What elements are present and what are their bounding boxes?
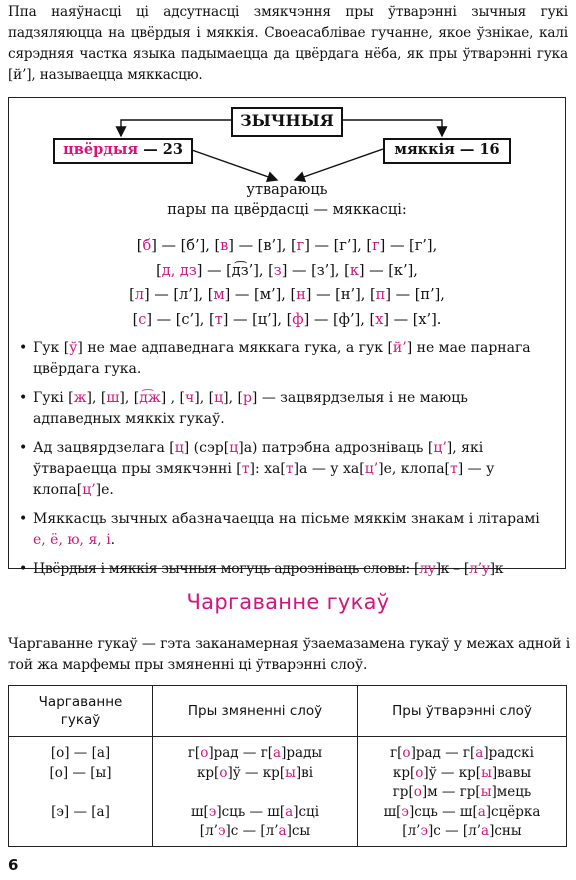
table-text: ]рад — г[ xyxy=(410,745,476,761)
table-sound: э xyxy=(208,803,217,820)
table-line xyxy=(360,783,564,803)
table-text: [л’ xyxy=(402,823,421,840)
table-sound: а xyxy=(477,803,486,820)
pair-bracket: [ xyxy=(156,262,162,279)
note-text: ]к xyxy=(489,561,504,577)
table-line xyxy=(360,803,564,823)
note-text: ]а) патрэбна адрозніваць [ xyxy=(238,440,434,456)
note-sound: р xyxy=(242,390,252,406)
table-line xyxy=(155,764,355,784)
note-item xyxy=(19,559,555,580)
table-sound: а xyxy=(273,745,282,761)
note-sound: ц xyxy=(174,440,184,456)
table-text: ]мець xyxy=(491,784,532,801)
note-sound: ц xyxy=(214,390,224,406)
note-text: ] не мае адпаведнага мяккага гука, а гук [ xyxy=(77,340,393,356)
note-text: ]е, клопа[ xyxy=(378,461,451,477)
table-line xyxy=(11,744,150,764)
table-sound: а xyxy=(278,823,287,840)
pair-bracket: [ xyxy=(268,262,274,279)
pair-soft-sound: ] — [ц’], xyxy=(222,311,287,328)
table-text: г[ xyxy=(187,745,201,761)
soft-consonants-label xyxy=(383,138,511,164)
pair-bracket: [ xyxy=(369,311,376,328)
note-sound: т xyxy=(450,461,458,477)
table-text: ]рад — г[ xyxy=(208,745,274,761)
pair-soft-sound: ] — [ф’], xyxy=(303,311,370,328)
pair-soft-sound: ] — [б’], xyxy=(151,238,215,254)
notes-list xyxy=(19,338,555,588)
pair-hard-sound: л xyxy=(134,287,144,303)
note-text: Мяккасць зычных абазначаецца на пісьме мяккім знакам і літарамі xyxy=(33,511,540,527)
note-sound: ч xyxy=(185,390,195,406)
table-text: кр[ xyxy=(196,764,220,781)
pair-hard-sound: х xyxy=(375,311,384,328)
note-sound: т xyxy=(241,461,250,477)
pair-bracket: [ xyxy=(129,287,135,303)
pair-hard-sound: ф xyxy=(292,311,304,328)
note-sound: д͡ж xyxy=(139,390,161,406)
table-text: ]с — [л’ xyxy=(428,823,482,840)
consonant-pairs xyxy=(9,234,565,332)
pair-hard-sound: з xyxy=(273,262,282,279)
table-text: [о] — [ы] xyxy=(49,764,112,781)
table-text: [э] — [а] xyxy=(51,803,110,820)
pairs-caption-line1: утвараюць xyxy=(246,182,328,198)
pair-soft-sound: ] — [к’], xyxy=(358,262,418,279)
arrow-soft-to-pairs xyxy=(295,149,383,180)
note-text: ], [ xyxy=(119,390,140,406)
pair-bracket: [ xyxy=(132,311,139,328)
table-text: ]ў — кр[ xyxy=(227,764,286,781)
intro-capital: П xyxy=(8,4,20,20)
table-text: ]вавы xyxy=(491,764,532,781)
table-text: ]рады xyxy=(281,745,323,761)
table-text: ]сць — ш[ xyxy=(216,803,286,820)
note-sound: й’ xyxy=(392,340,407,356)
pair-row xyxy=(9,234,565,259)
pair-hard-sound: к xyxy=(349,262,359,279)
col-derivation xyxy=(358,737,567,847)
header-alternation-line: Чаргаванне xyxy=(38,694,123,710)
pair-bracket: [ xyxy=(136,238,143,254)
note-text: Ад зацвярдзелага [ xyxy=(33,440,175,456)
col-inflection xyxy=(153,737,358,847)
arrow-to-soft xyxy=(339,120,442,136)
table-text: ш[ xyxy=(190,803,209,820)
intro-text: па наяўнасці ці адсутнасці змякчэння пры ўтварэнні зычныя гукі падзяляюцца на цвёрдыя і мяккія. Своеасаблівае гучанне, якое ўзнікае, калі сярэдняя частка языка падымаецца да цвёрдага нёба, як пры ўтварэнні гука [й’], называецца мяккасцю. xyxy=(8,4,568,83)
table-sound: ы xyxy=(285,764,296,781)
table-line xyxy=(360,822,564,842)
pair-bracket: [ xyxy=(344,262,350,279)
note-text: ]е. xyxy=(95,482,114,498)
pair-soft-sound: ] — [г’], xyxy=(304,238,367,254)
table-text: ]радскі xyxy=(483,745,534,761)
table-sound: э xyxy=(217,823,226,840)
pair-row xyxy=(9,259,565,284)
pair-bracket: [ xyxy=(366,238,373,254)
note-item xyxy=(19,509,555,551)
pair-soft-sound: ] — [д͡з’], xyxy=(196,262,269,279)
hard-consonants-label xyxy=(53,138,193,164)
note-text: ], [ xyxy=(223,390,243,406)
note-sound: ж xyxy=(73,390,87,406)
table-text: [о] — [а] xyxy=(50,745,111,761)
pair-hard-sound: с xyxy=(138,311,147,328)
pair-soft-sound: ] — [л’], xyxy=(143,287,208,303)
pair-bracket: [ xyxy=(369,287,376,303)
table-sound: о xyxy=(415,764,424,781)
note-sound: ц’ xyxy=(82,482,96,498)
section-title: Чаргаванне гукаў xyxy=(186,590,390,614)
pair-soft-sound: ] — [м’], xyxy=(224,287,291,303)
table-line xyxy=(360,744,564,764)
table-line xyxy=(155,822,355,842)
table-sound: о xyxy=(402,745,411,761)
note-text: ], [ xyxy=(194,390,215,406)
pair-hard-sound: м xyxy=(213,287,225,303)
table-text: [л’ xyxy=(199,823,218,840)
hard-count: 23 xyxy=(162,141,183,158)
pair-hard-sound: н xyxy=(296,287,306,303)
pair-bracket: [ xyxy=(214,238,221,254)
pair-bracket: [ xyxy=(207,287,214,303)
arrow-to-hard xyxy=(121,120,231,136)
pair-hard-sound: т xyxy=(214,311,223,328)
soft-label: мяккія xyxy=(394,141,455,158)
pair-soft-sound: ] — [с’], xyxy=(146,311,210,328)
table-text: ]сны xyxy=(489,823,522,840)
table-line xyxy=(155,744,355,764)
soft-dash: — xyxy=(454,141,480,158)
note-sound: ў xyxy=(69,340,78,356)
note-sound: л’у xyxy=(469,561,490,577)
pair-soft-sound: ] — [в’], xyxy=(228,238,291,254)
header-derivation: Пры ўтварэнні слоў xyxy=(358,686,567,737)
table-line xyxy=(360,764,564,784)
table-text: ]с — [л’ xyxy=(225,823,279,840)
note-item xyxy=(19,388,555,430)
pair-soft-sound: ] — [г’], xyxy=(379,238,438,254)
header-alternation-line: гукаў xyxy=(60,712,101,728)
table-text: ]сцёрка xyxy=(485,803,541,820)
pair-hard-sound: в xyxy=(220,238,229,254)
pairs-caption xyxy=(9,180,565,220)
note-sound: ш xyxy=(106,390,120,406)
pair-soft-sound: ] — [н’], xyxy=(305,287,370,303)
note-text: ] — зацвярдзелыя і не маюць адпаведных мяккіх гукаў. xyxy=(33,390,468,427)
table-text: гр[ xyxy=(392,784,414,801)
table-sound: а xyxy=(475,745,484,761)
table-sound: о xyxy=(413,784,422,801)
pair-bracket: [ xyxy=(209,311,215,328)
note-sound: лу xyxy=(419,561,436,577)
table-line xyxy=(11,764,150,784)
table-text: ]сць — ш[ xyxy=(408,803,478,820)
table-sound: ы xyxy=(481,764,492,781)
pair-bracket: [ xyxy=(290,238,297,254)
note-sound: т xyxy=(285,461,294,477)
hard-label: цвёрдыя xyxy=(63,141,139,158)
consonants-box xyxy=(8,97,566,577)
col-alternation xyxy=(9,737,153,847)
header-alternation xyxy=(9,686,153,737)
note-sound: ц’ xyxy=(433,440,447,456)
note-text: ], [ xyxy=(86,390,107,406)
table-text: ]сці xyxy=(293,803,320,820)
pairs-caption-line2: пары па цвёрдасці — мяккасці: xyxy=(167,202,407,218)
arrow-hard-to-pairs xyxy=(189,149,277,180)
note-item xyxy=(19,338,555,380)
table-sound: э xyxy=(401,803,409,820)
pair-row xyxy=(9,283,565,308)
pair-hard-sound: г xyxy=(372,238,380,254)
hard-dash: — xyxy=(138,141,163,158)
soft-count: 16 xyxy=(479,141,500,158)
note-sound: ц’ xyxy=(364,461,379,477)
table-line xyxy=(155,783,355,803)
pair-hard-sound: г xyxy=(296,238,305,254)
table-text: ]м — гр[ xyxy=(421,784,481,801)
table-line xyxy=(11,803,150,823)
pair-hard-sound: д, дз xyxy=(161,262,197,279)
consonants-title: ЗЫЧНЫЯ xyxy=(231,107,343,137)
table-line xyxy=(11,783,150,803)
note-text: Гук [ xyxy=(33,340,70,356)
note-text: ], які ўтвараецца пры змякчэнні [ xyxy=(33,440,484,477)
pair-soft-sound: ] — [з’], xyxy=(281,262,345,279)
table-sound: э xyxy=(420,823,428,840)
pair-hard-sound: п xyxy=(375,287,386,303)
table-sound: о xyxy=(219,764,228,781)
definition-paragraph: Чаргаванне гукаў — гэта заканамерная ўзаемазамена гукаў у межах адной і той жа марфемы пры змяненні ці ўтварэнні слоў. xyxy=(8,636,570,673)
intro-paragraph xyxy=(8,2,568,86)
note-sound: ц xyxy=(229,440,239,456)
pair-row xyxy=(9,308,565,333)
table-sound: о xyxy=(200,745,209,761)
page-number: 6 xyxy=(8,856,19,874)
note-text: ]к – [ xyxy=(435,561,470,577)
table-text: ]ві xyxy=(295,764,314,781)
pair-soft-sound: ] — [п’], xyxy=(385,287,445,303)
table-text: г[ xyxy=(390,745,403,761)
note-item xyxy=(19,438,555,501)
table-text: ]ў — кр[ xyxy=(423,764,482,781)
note-sound: е, ё, ю, я, і xyxy=(33,532,111,548)
pair-bracket: [ xyxy=(286,311,293,328)
note-text: ] , [ xyxy=(160,390,185,406)
note-text: Гукі [ xyxy=(33,390,74,406)
table-sound: ы xyxy=(480,784,492,801)
note-text: ]: ха[ xyxy=(249,461,286,477)
table-sound: а xyxy=(481,823,490,840)
note-text: ] не мае парнага цвёрдага гука. xyxy=(33,340,531,377)
header-inflection: Пры змяненні слоў xyxy=(153,686,358,737)
table-text: кр[ xyxy=(392,764,416,781)
note-text: . xyxy=(110,532,116,548)
table-text: ]сы xyxy=(286,823,311,840)
pair-hard-sound: б xyxy=(142,238,152,254)
pair-bracket: [ xyxy=(290,287,297,303)
alternation-table xyxy=(8,685,567,847)
table-sound: а xyxy=(285,803,294,820)
note-text: ]а — у ха[ xyxy=(293,461,365,477)
table-line xyxy=(155,803,355,823)
table-text: ш[ xyxy=(383,803,402,820)
note-text: ] (сэр[ xyxy=(183,440,230,456)
note-text: Цвёрдыя і мяккія зычныя могуць адрозніваць словы: [ xyxy=(33,561,420,577)
note-text: ] — у клопа[ xyxy=(33,461,495,498)
pair-soft-sound: ] — [х’]. xyxy=(383,311,442,328)
